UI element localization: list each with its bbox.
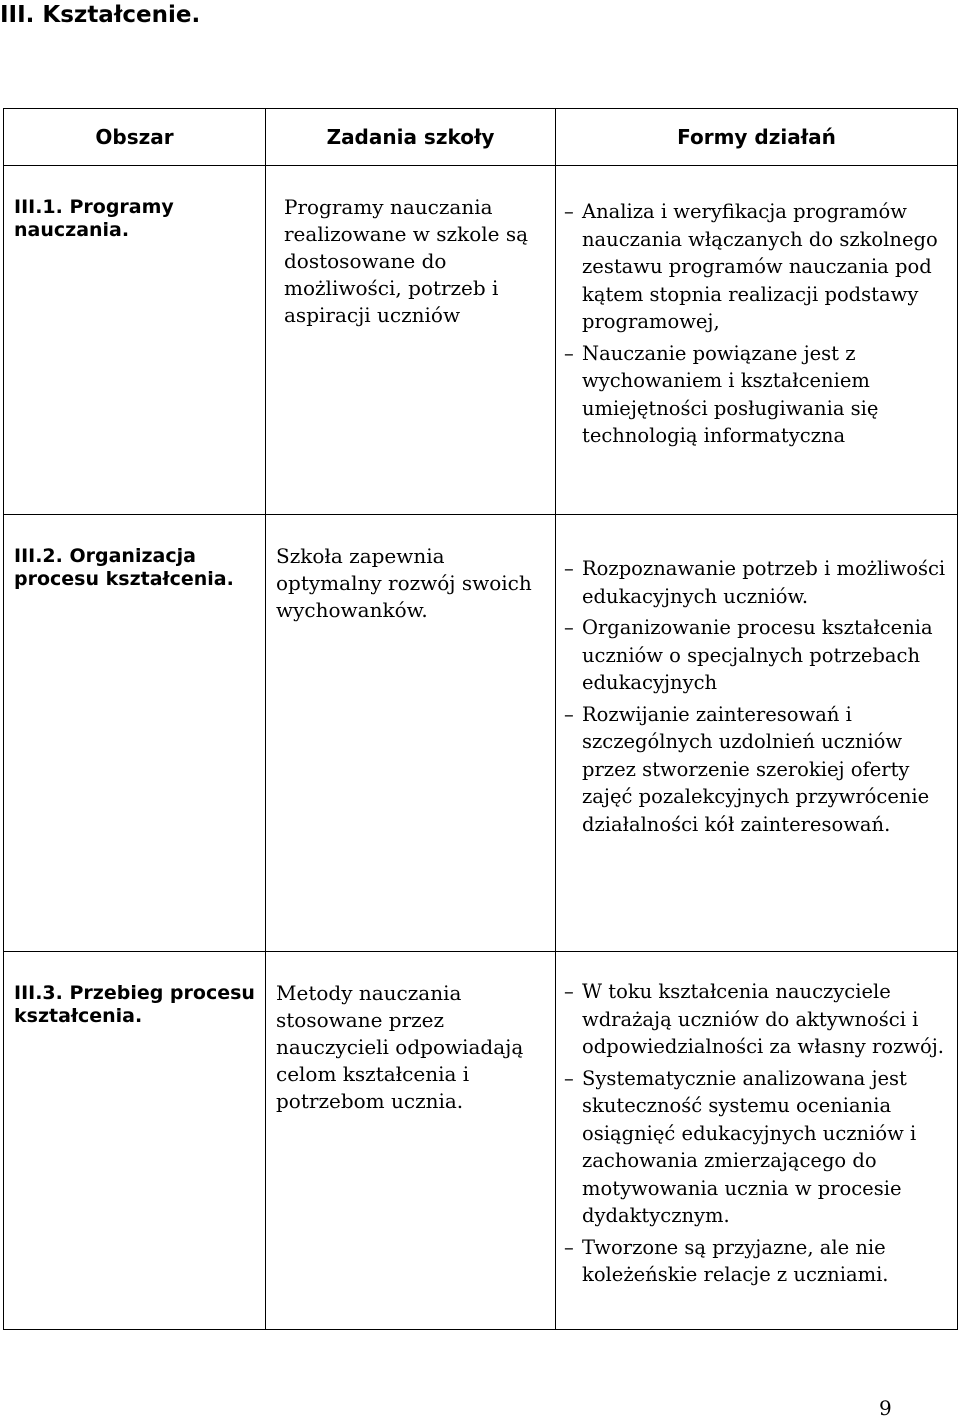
list-item [564, 978, 953, 1061]
dash-bullet: – [564, 200, 574, 223]
list-item-text: Rozwijanie zainteresowań i szczególnych uzdolnień uczniów przez stworzenie szerokiej oferty zajęć pozalekcyjnych przywrócenie działalności kół zainteresowań. [582, 702, 930, 836]
list-item [564, 614, 953, 697]
header-area: Obszar [4, 109, 266, 166]
dash-bullet: – [564, 1066, 574, 1090]
table-row [4, 952, 958, 1330]
forms-list [556, 166, 957, 450]
dash-bullet: – [564, 1235, 574, 1259]
plan-table [3, 108, 958, 1330]
forms-list [556, 515, 957, 838]
dash-bullet: – [564, 341, 574, 365]
dash-bullet: – [564, 616, 574, 639]
table-row [4, 166, 958, 515]
dash-bullet: – [564, 557, 574, 580]
list-item-text: W toku kształcenia nauczyciele wdrażają uczniów do aktywności i odpowiedzialności za własny rozwój. [582, 980, 944, 1058]
list-item-text: Analiza i weryfikacja programów nauczania włączanych do szkolnego zestawu programów nauczania pod kątem stopnia realizacji podstawy programowej, [582, 200, 938, 333]
page-title: III. Kształcenie. [0, 2, 201, 28]
list-item-text: Organizowanie procesu kształcenia uczniów o specjalnych potrzebach edukacyjnych [582, 616, 933, 694]
list-item [564, 701, 953, 839]
list-item [564, 1234, 953, 1289]
header-tasks: Zadania szkoły [266, 109, 556, 166]
table-header-row [4, 109, 958, 166]
header-forms: Formy działań [556, 109, 958, 166]
task-cell: Metody nauczania stosowane przez nauczycieli odpowiadają celom kształcenia i potrzebom ucznia. [276, 981, 524, 1113]
list-item-text: Systematycznie analizowana jest skuteczność systemu oceniania osiągnięć edukacyjnych uczniów i zachowania zmierzającego do motywowania ucznia w procesie dydaktycznym. [582, 1066, 917, 1227]
area-cell: III.2. Organizacja procesu kształcenia. [14, 545, 234, 590]
dash-bullet: – [564, 980, 574, 1003]
task-cell: Programy nauczania realizowane w szkole są dostosowane do możliwości, potrzeb i aspiracji uczniów [284, 195, 529, 327]
list-item-text: Rozpoznawanie potrzeb i możliwości edukacyjnych uczniów. [582, 557, 946, 608]
area-cell: III.3. Przebieg procesu kształcenia. [14, 982, 255, 1027]
page-number: 9 [879, 1396, 892, 1420]
dash-bullet: – [564, 702, 574, 726]
task-cell: Szkoła zapewnia optymalny rozwój swoich wychowanków. [276, 544, 532, 622]
list-item-text: Tworzone są przyjazne, ale nie koleżeńskie relacje z uczniami. [582, 1235, 889, 1286]
forms-list [556, 952, 957, 1289]
list-item-text: Nauczanie powiązane jest z wychowaniem i kształceniem umiejętności posługiwania się technologią informatyczna [582, 341, 879, 447]
list-item [564, 340, 953, 450]
table-row [4, 515, 958, 952]
list-item [564, 555, 953, 610]
list-item [564, 198, 953, 336]
list-item [564, 1065, 953, 1230]
area-cell: III.1. Programy nauczania. [14, 196, 174, 241]
